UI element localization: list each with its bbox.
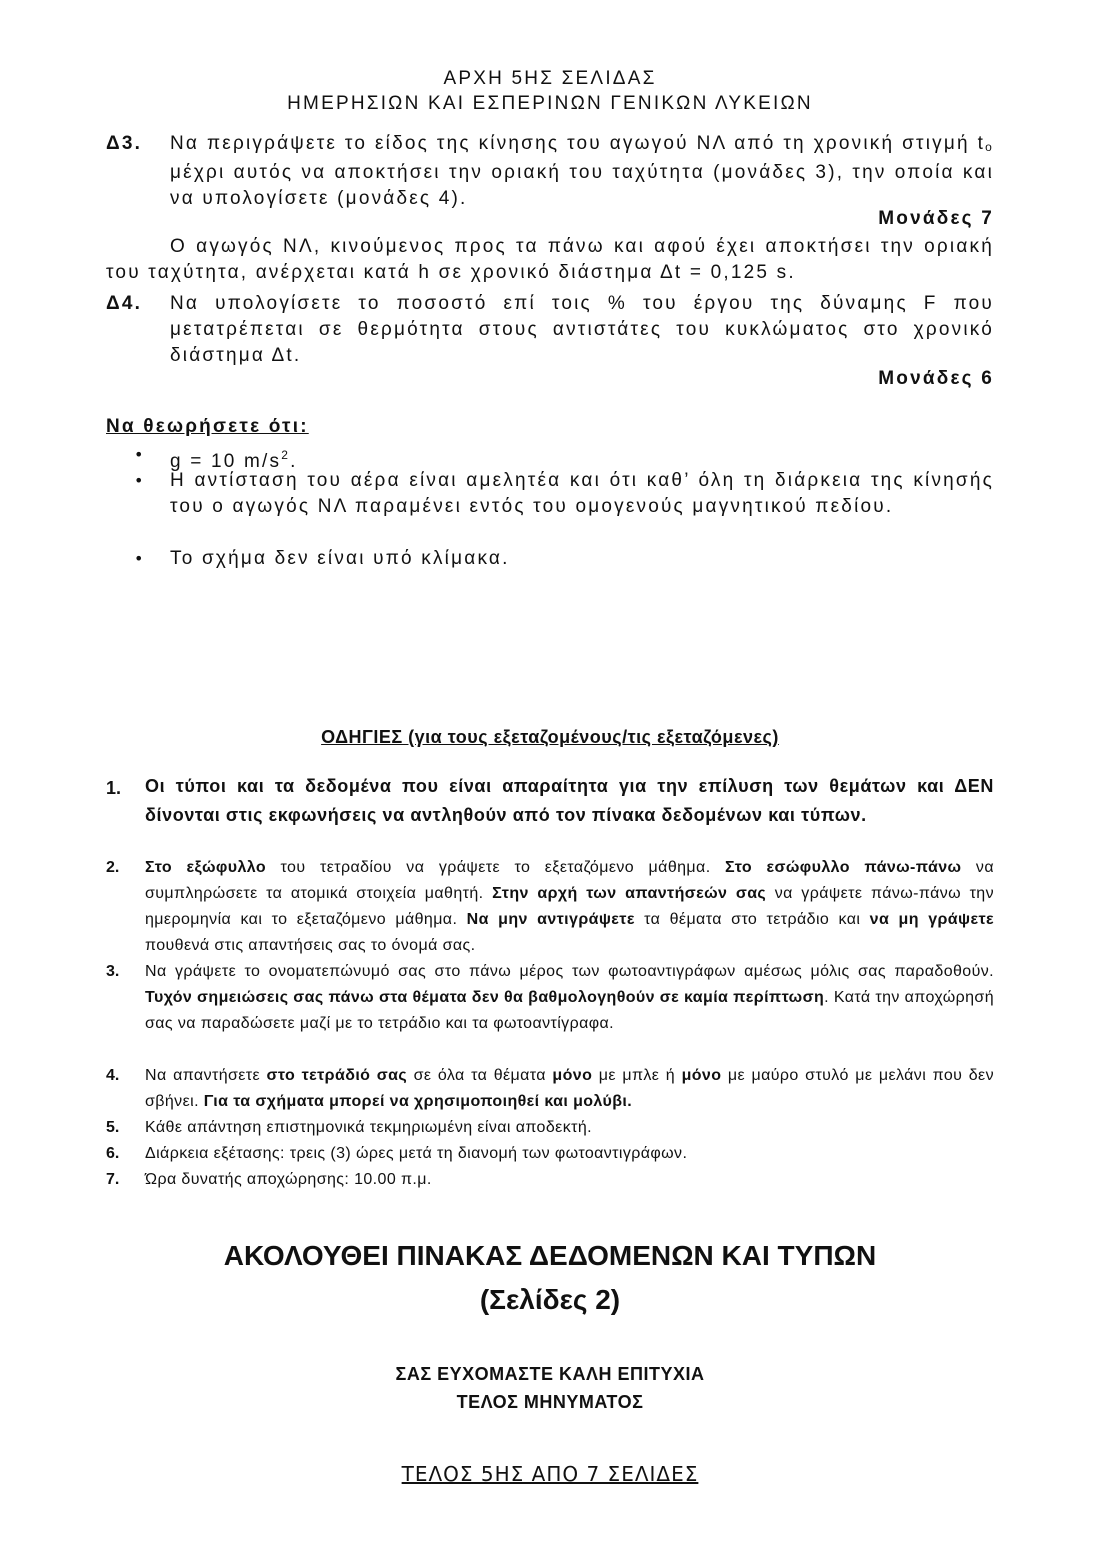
instruction-number: 5.: [106, 1119, 120, 1136]
question-d4-marks: Μονάδες 6: [878, 368, 994, 389]
instruction-2-text-1: του τετραδίου να γράψετε το εξεταζόμενο μάθημα.: [266, 859, 726, 876]
follows-pages: (Σελίδες 2): [479, 1284, 621, 1315]
instruction-3-bold-1: Τυχόν σημειώσεις σας πάνω στα θέματα δεν θα βαθμολογηθούν σε καμία περίπτωση: [145, 989, 825, 1006]
instruction-4-text-2: σε όλα τα θέματα: [407, 1067, 553, 1084]
instructions-title: ΟΔΗΓΙΕΣ (για τους εξεταζομένους/τις εξεταζόμενες): [321, 727, 779, 747]
assumptions-title: Να θεωρήσετε ότι:: [106, 416, 309, 437]
instruction-4-text-1: Να απαντήσετε: [145, 1067, 267, 1084]
instruction-2-bold-4: Να μην αντιγράψετε: [466, 911, 635, 928]
instruction-4-bold-4: Για τα σχήματα μπορεί να χρησιμοποιηθεί και μολύβι.: [203, 1093, 633, 1110]
closing-wishes: ΣΑΣ ΕΥΧΟΜΑΣΤΕ ΚΑΛΗ ΕΠΙΤΥΧΙΑ: [395, 1364, 705, 1384]
instruction-2-text-5: πουθενά στις απαντήσεις σας το όνομά σας.: [145, 937, 476, 954]
question-d4-label: Δ4.: [106, 293, 143, 314]
instruction-number: 4.: [106, 1067, 120, 1084]
instruction-2-bold-5: να μη γράψετε: [869, 911, 995, 928]
instruction-3: [145, 959, 994, 1037]
question-d4-text: Να υπολογίσετε το ποσοστό επί τοις % του έργου της δύναμης F που μετατρέπεται σε θερμότητα στους αντιστάτες του κυκλώματος στο χρονικό διάστημα Δt.: [170, 293, 994, 366]
instruction-2-bold-2: Στο εσώφυλλο πάνω-πάνω: [725, 859, 962, 876]
page-footer-text: ΤΕΛΟΣ 5ΗΣ ΑΠΟ 7 ΣΕΛΙΔΕΣ: [401, 1462, 699, 1486]
bullet-icon: •: [134, 471, 144, 490]
question-d3-subscript: o: [985, 140, 994, 154]
instruction-number: 1.: [106, 778, 122, 798]
question-d3-marks: Μονάδες 7: [878, 208, 994, 229]
instruction-4-text-4: με μαύρο στυλό με μελάνι που δεν σβήνει.: [145, 1067, 994, 1110]
question-d3-text-part1: Να περιγράψετε το είδος της κίνησης του αγωγού ΝΛ από τη χρονική στιγμή t: [170, 133, 986, 154]
instruction-2-bold-1: Στο εξώφυλλο: [145, 859, 267, 876]
instruction-2-bold-3: Στην αρχή των απαντήσεών σας: [492, 885, 767, 902]
instruction-2: [145, 855, 994, 959]
page-footer: [0, 1462, 1100, 1486]
page-header-school-type: ΗΜΕΡΗΣΙΩΝ ΚΑΙ ΕΣΠΕΡΙΝΩΝ ΓΕΝΙΚΩΝ ΛΥΚΕΙΩΝ: [287, 93, 813, 114]
assumption-gravity-period: .: [290, 451, 298, 472]
instruction-4-bold-3: μόνο: [681, 1067, 722, 1084]
instruction-2-text-4: τα θέματα στο τετράδιο και: [634, 911, 870, 928]
instruction-6: Διάρκεια εξέτασης: τρεις (3) ώρες μετά τη διανομή των φωτοαντιγράφων.: [145, 1145, 688, 1162]
instruction-1: Οι τύποι και τα δεδομένα που είναι απαραίτητα για την επίλυση των θεμάτων και ΔΕΝ δίνονται στις εκφωνήσεις να αντληθούν από τον πίνακα δεδομένων και τύπων.: [145, 776, 994, 825]
instruction-4: [145, 1063, 994, 1115]
instruction-4-bold-2: μόνο: [552, 1067, 593, 1084]
question-d3-label: Δ3.: [106, 133, 143, 154]
follows-title: ΑΚΟΛΟΥΘΕΙ ΠΙΝΑΚΑΣ ΔΕΔΟΜΕΝΩΝ ΚΑΙ ΤΥΠΩΝ: [223, 1240, 877, 1271]
instruction-number: 6.: [106, 1145, 120, 1162]
instruction-number: 3.: [106, 963, 120, 980]
question-d3-text-part2: μέχρι αυτός να αποκτήσει την οριακή του ταχύτητα (μονάδες 3), την οποία και να υπολογίσετε (μονάδες 4).: [170, 162, 994, 209]
instruction-7: Ώρα δυνατής αποχώρησης: 10.00 π.μ.: [145, 1171, 432, 1188]
instruction-number: 2.: [106, 859, 120, 876]
instruction-4-text-3: με μπλε ή: [592, 1067, 682, 1084]
question-d3-text: [170, 131, 994, 212]
assumption-gravity-value: g = 10 m/s: [170, 451, 282, 472]
closing-end-message: ΤΕΛΟΣ ΜΗΝΥΜΑΤΟΣ: [456, 1392, 644, 1412]
instruction-4-bold-1: στο τετράδιό σας: [266, 1067, 408, 1084]
assumption-gravity-exponent: 2: [281, 448, 291, 462]
instruction-2-text-3: να γράψετε πάνω-πάνω την ημερομηνία και το εξεταζόμενο μάθημα.: [145, 885, 994, 928]
assumption-air-resistance: Η αντίσταση του αέρα είναι αμελητέα και ότι καθ’ όλη τη διάρκεια της κίνησής του ο αγωγός ΝΛ παραμένει εντός του ομογενούς μαγνητικού πεδίου.: [170, 470, 994, 517]
page-header-start: ΑΡΧΗ 5ΗΣ ΣΕΛΙΔΑΣ: [443, 68, 657, 89]
bullet-icon: •: [134, 445, 144, 464]
instruction-number: 7.: [106, 1171, 120, 1188]
bullet-icon: •: [134, 549, 144, 568]
intro-paragraph: Ο αγωγός ΝΛ, κινούμενος προς τα πάνω και αφού έχει αποκτήσει την οριακή του ταχύτητα, ανέρχεται κατά h σε χρονικό διάστημα Δt = 0,125 s.: [106, 236, 994, 283]
instruction-5: Κάθε απάντηση επιστημονικά τεκμηριωμένη είναι αποδεκτή.: [145, 1119, 592, 1136]
instruction-3-text-2: . Κατά την αποχώρησή σας να παραδώσετε μαζί με το τετράδιο και τα φωτοαντίγραφα.: [145, 989, 994, 1032]
instruction-2-text-2: να συμπληρώσετε τα ατομικά στοιχεία μαθητή.: [145, 859, 994, 902]
assumption-scale: Το σχήμα δεν είναι υπό κλίμακα.: [170, 548, 510, 569]
instruction-3-text-1: Να γράψετε το ονοματεπώνυμό σας στο πάνω μέρος των φωτοαντιγράφων αμέσως μόλις σας παραδοθούν.: [145, 963, 994, 980]
